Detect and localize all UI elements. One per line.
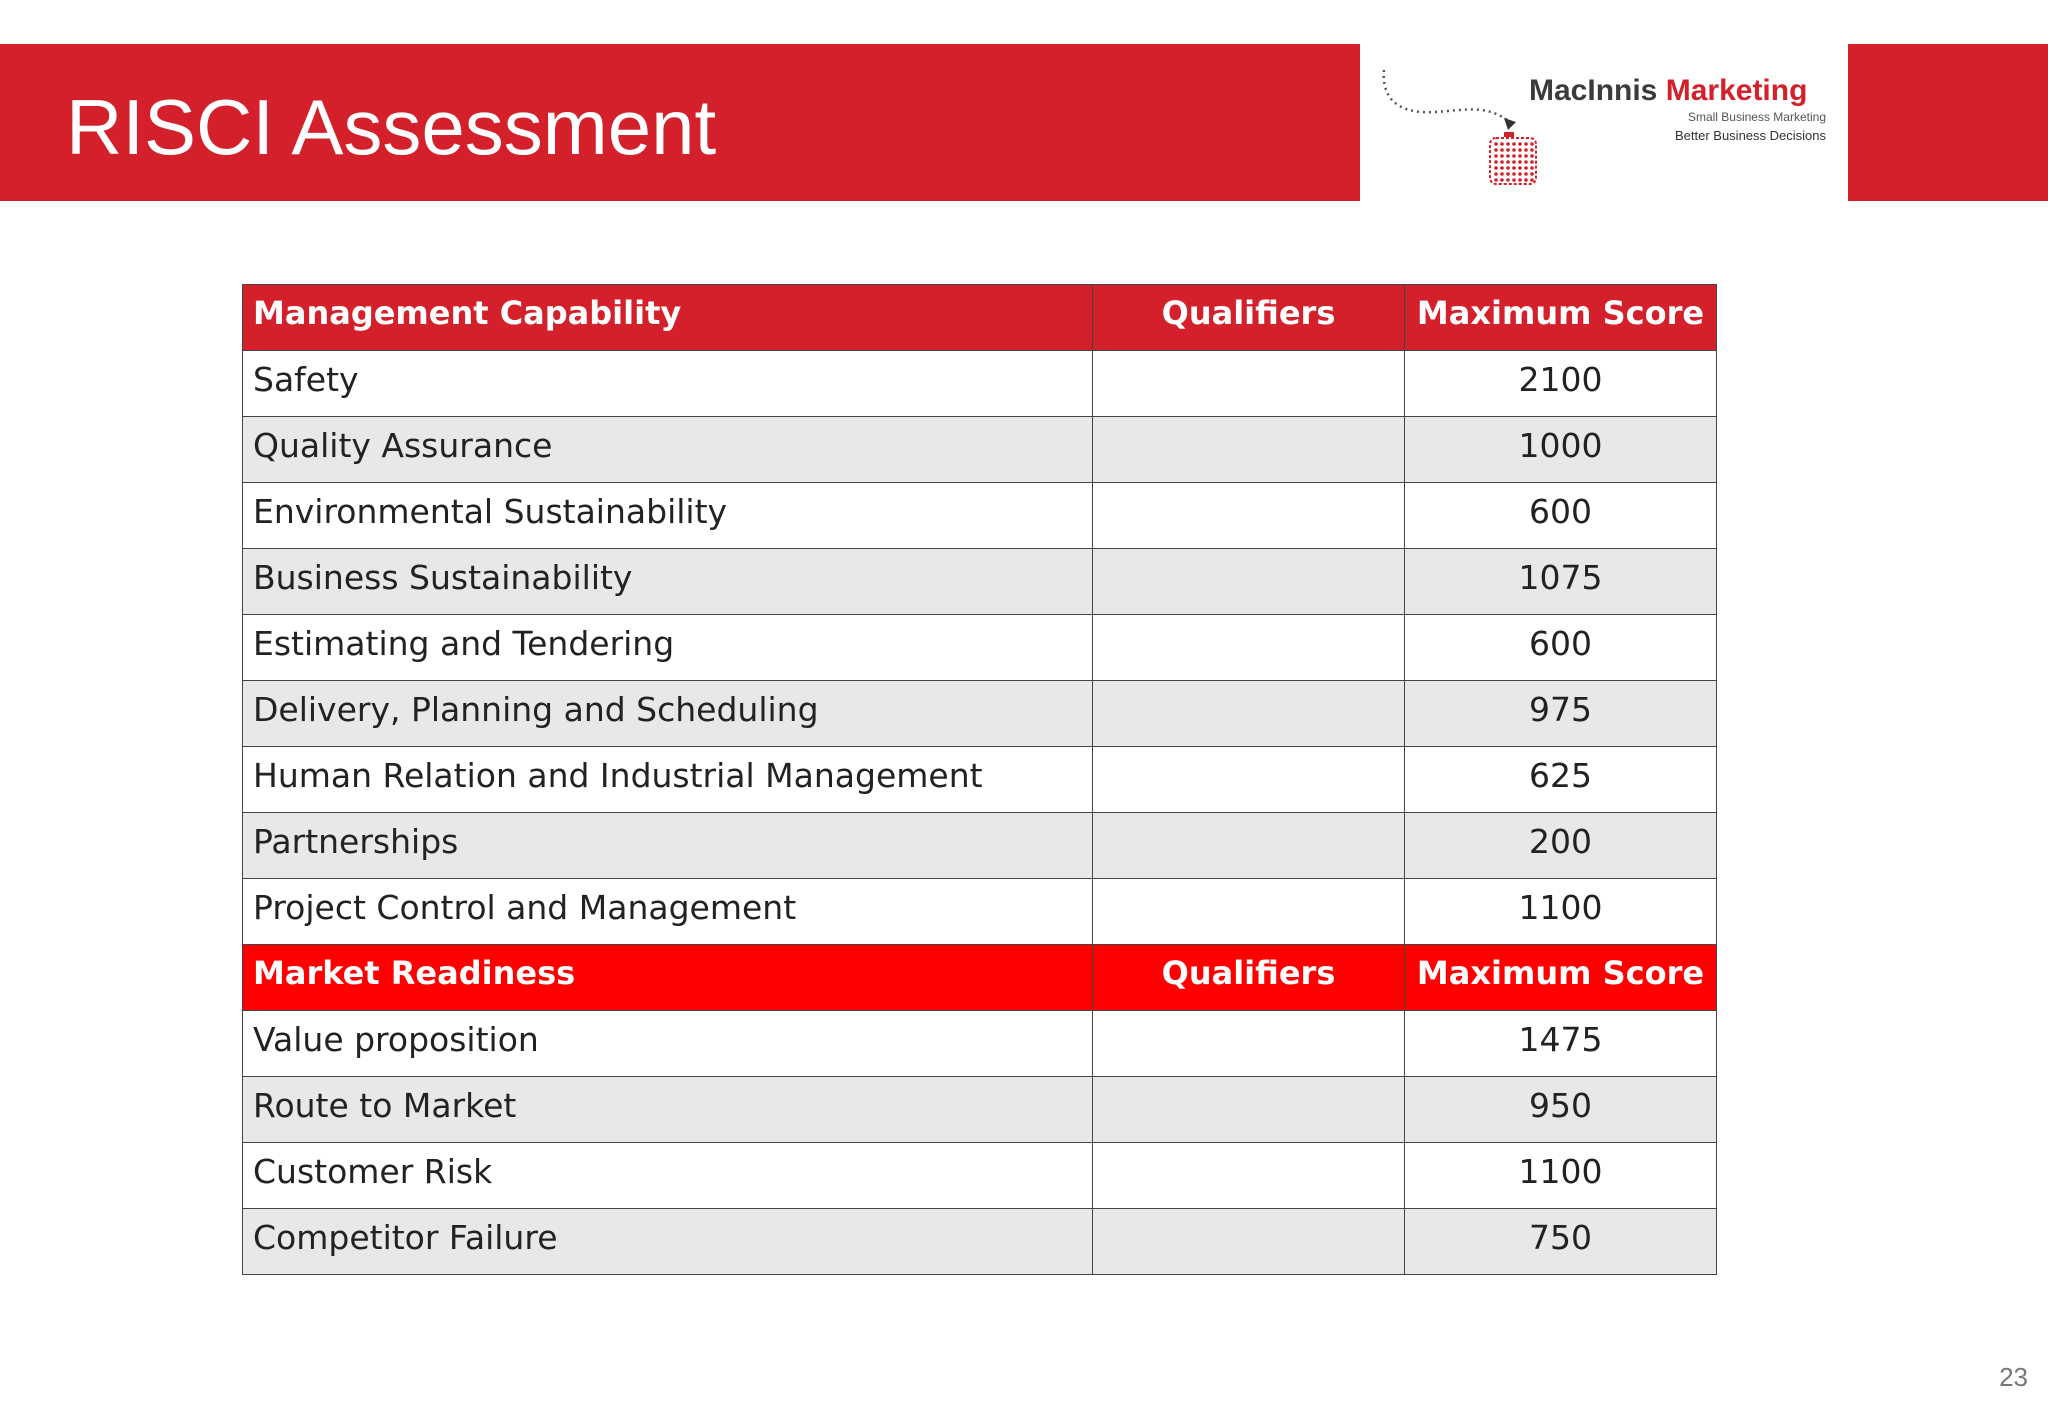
maximum-score-cell: 2100 [1405,351,1717,417]
logo-wordmark: MacInnis Marketing [1529,74,1808,107]
table-section-header [243,945,1717,1011]
qualifiers-header-cell: Qualifiers [1093,945,1405,1011]
qualifiers-cell [1093,1209,1405,1275]
criterion-cell: Business Sustainability [243,549,1093,615]
qualifiers-cell [1093,1011,1405,1077]
table-row [243,417,1717,483]
criterion-cell: Partnerships [243,813,1093,879]
maximum-score-cell: 950 [1405,1077,1717,1143]
qualifiers-cell [1093,747,1405,813]
criterion-cell: Route to Market [243,1077,1093,1143]
table-row [243,681,1717,747]
qualifiers-cell [1093,417,1405,483]
table-row [243,879,1717,945]
criterion-cell: Quality Assurance [243,417,1093,483]
qualifiers-cell [1093,483,1405,549]
criterion-cell: Human Relation and Industrial Management [243,747,1093,813]
qualifiers-header-cell: Qualifiers [1093,285,1405,351]
maximum-score-cell: 600 [1405,615,1717,681]
maximum-score-cell: 625 [1405,747,1717,813]
table-row [243,615,1717,681]
table-row [243,1143,1717,1209]
table-section-header [243,285,1717,351]
table-row [243,549,1717,615]
maximum-score-cell: 200 [1405,813,1717,879]
table-row [243,747,1717,813]
criterion-cell: Competitor Failure [243,1209,1093,1275]
title-banner-right [1848,44,2048,201]
table-row [243,483,1717,549]
section-title-cell: Management Capability [243,285,1093,351]
maximum-score-cell: 1000 [1405,417,1717,483]
table-row [243,813,1717,879]
table-row [243,351,1717,417]
maximum-score-cell: 1475 [1405,1011,1717,1077]
table-row [243,1209,1717,1275]
risci-assessment-table [242,284,1717,1275]
criterion-cell: Safety [243,351,1093,417]
maximum-score-cell: 600 [1405,483,1717,549]
qualifiers-cell [1093,1143,1405,1209]
macinnis-marketing-logo [1372,60,1842,210]
qualifiers-cell [1093,549,1405,615]
qualifiers-cell [1093,1077,1405,1143]
logo-tagline: Small Business Marketing [1687,110,1826,124]
criterion-cell: Estimating and Tendering [243,615,1093,681]
qualifiers-cell [1093,681,1405,747]
maximum-score-cell: 975 [1405,681,1717,747]
maximum-score-header-cell: Maximum Score [1405,285,1717,351]
qualifiers-cell [1093,351,1405,417]
maximum-score-cell: 750 [1405,1209,1717,1275]
page-number: 23 [1999,1362,2028,1392]
logo-tagline-secondary: Better Business Decisions [1674,128,1826,143]
slide-title: RISCI Assessment [66,83,717,171]
criterion-cell: Environmental Sustainability [243,483,1093,549]
table-row [243,1011,1717,1077]
maximum-score-cell: 1075 [1405,549,1717,615]
section-title-cell: Market Readiness [243,945,1093,1011]
criterion-cell: Value proposition [243,1011,1093,1077]
maximum-score-cell: 1100 [1405,1143,1717,1209]
qualifiers-cell [1093,879,1405,945]
maximum-score-header-cell: Maximum Score [1405,945,1717,1011]
criterion-cell: Customer Risk [243,1143,1093,1209]
qualifiers-cell [1093,615,1405,681]
table-row [243,1077,1717,1143]
criterion-cell: Delivery, Planning and Scheduling [243,681,1093,747]
maximum-score-cell: 1100 [1405,879,1717,945]
criterion-cell: Project Control and Management [243,879,1093,945]
qualifiers-cell [1093,813,1405,879]
